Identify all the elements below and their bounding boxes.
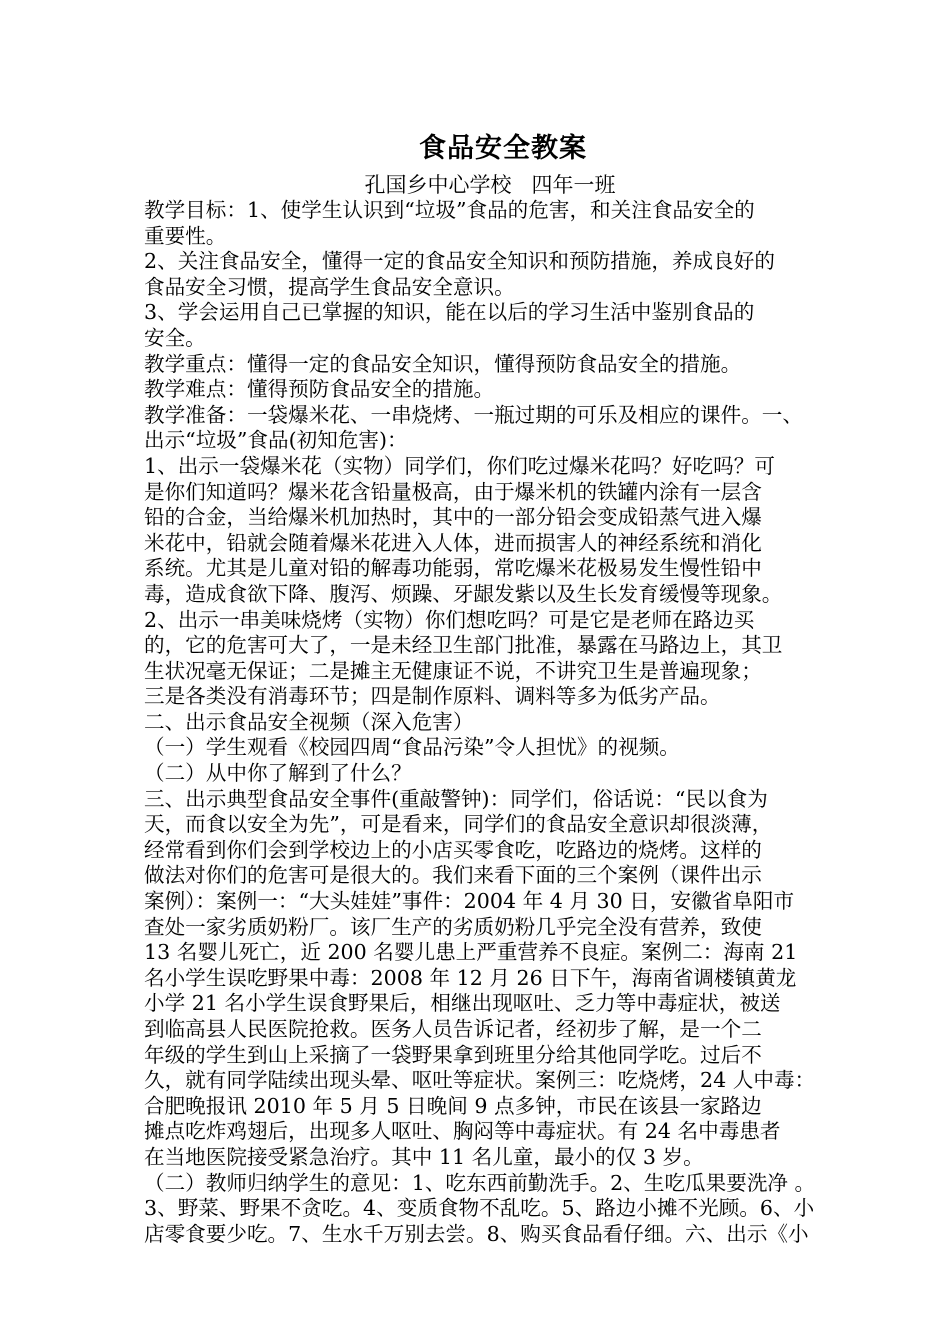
document-subtitle: 孔国乡中心学校 四年一班 — [364, 173, 616, 197]
body-line: 年级的学生到山上采摘了一袋野果拿到班里分给其他同学吃。过后不 — [144, 1042, 762, 1067]
body-line: 在当地医院接受紧急治疗。其中 11 名儿童，最小的仅 3 岁。 — [144, 1144, 704, 1169]
body-line: （二）从中你了解到了什么？ — [144, 761, 412, 786]
body-line: 是你们知道吗？爆米花含铅量极高，由于爆米机的铁罐内涂有一层含 — [144, 479, 762, 504]
body-line: 铅的合金，当给爆米机加热时，其中的一部分铅会变成铅蒸气进入爆 — [144, 505, 762, 530]
body-line: 合肥晚报讯 2010 年 5 月 5 日晚间 9 点多钟，市民在该县一家路边 — [144, 1093, 762, 1118]
body-line: 食品安全习惯，提高学生食品安全意识。 — [144, 274, 515, 299]
body-line: 系统。尤其是儿童对铅的解毒功能弱，常吃爆米花极易发生慢性铅中 — [144, 556, 762, 581]
body-line: （二）教师归纳学生的意见：1、吃东西前勤洗手。2、生吃瓜果要洗净 。 — [144, 1170, 816, 1195]
body-line: （一）学生观看《校园四周“食品污染”令人担忧》的视频。 — [144, 735, 680, 760]
body-line: 三是各类没有消毒环节；四是制作原料、调料等多为低劣产品。 — [144, 684, 721, 709]
body-line: 经常看到你们会到学校边上的小店买零食吃，吃路边的烧烤。这样的 — [144, 837, 762, 862]
body-line: 小学 21 名小学生误食野果后，相继出现呕吐、乏力等中毒症状，被送 — [144, 991, 781, 1016]
body-line: 教学重点：懂得一定的食品安全知识，懂得预防食品安全的措施。 — [144, 351, 742, 376]
body-line: 3、野菜、野果不贪吃。4、变质食物不乱吃。5、路边小摊不光顾。6、小 — [144, 1196, 815, 1221]
document-title: 食品安全教案 — [419, 133, 587, 164]
body-line: 教学准备：一袋爆米花、一串烧烤、一瓶过期的可乐及相应的课件。一、 — [144, 402, 803, 427]
body-line: 店零食要少吃。7、生水千万别去尝。8、购买食品看仔细。六、出示《小 — [144, 1221, 809, 1246]
body-line: 案例）：案例一：“大头娃娃”事件：2004 年 4 月 30 日，安徽省阜阳市 — [144, 889, 795, 914]
body-line: 米花中，铅就会随着爆米花进入人体，进而损害人的神经系统和消化 — [144, 530, 762, 555]
body-line: 三、出示典型食品安全事件(重敲警钟)：同学们，俗话说：“民以食为 — [144, 786, 768, 811]
body-line: 久，就有同学陆续出现头晕、呕吐等症状。案例三：吃烧烤，24 人中毒： — [144, 1068, 816, 1093]
body-line: 到临高县人民医院抢救。医务人员告诉记者，经初步了解，是一个二 — [144, 1017, 762, 1041]
body-line: 做法对你们的危害可是很大的。我们来看下面的三个案例（课件出示 — [144, 863, 762, 888]
body-line: 2、出示一串美味烧烤（实物）你们想吃吗？可是它是老师在路边买 — [144, 607, 755, 632]
body-line: 名小学生误吃野果中毒：2008 年 12 月 26 日下午，海南省调楼镇黄龙 — [144, 965, 797, 990]
body-line: 2、关注食品安全，懂得一定的食品安全知识和预防措施，养成良好的 — [144, 249, 775, 274]
body-line: 1、出示一袋爆米花（实物）同学们，你们吃过爆米花吗？好吃吗？可 — [144, 453, 775, 478]
body-line: 13 名婴儿死亡，近 200 名婴儿患上严重营养不良症。案例二：海南 21 — [144, 940, 798, 965]
body-line: 3、学会运用自己已掌握的知识，能在以后的学习生活中鉴别食品的 — [144, 300, 755, 325]
body-line: 的，它的危害可大了，一是未经卫生部门批准，暴露在马路边上，其卫 — [144, 633, 783, 658]
body-line: 安全。 — [144, 325, 206, 350]
body-line: 教学目标：1、使学生认识到“垃圾”食品的危害，和关注食品安全的 — [144, 198, 755, 222]
body-line: 摊点吃炸鸡翅后，出现多人呕吐、胸闷等中毒症状。有 24 名中毒患者 — [144, 1119, 781, 1144]
body-line: 查处一家劣质奶粉厂。该厂生产的劣质奶粉几乎完全没有营养，致使 — [144, 914, 762, 939]
body-line: 天，而食以安全为先”，可是看来，同学们的食品安全意识却很淡薄， — [144, 812, 773, 837]
body-line: 二、出示食品安全视频（深入危害） — [144, 709, 474, 734]
body-line: 生状况毫无保证；二是摊主无健康证不说，不讲究卫生是普遍现象； — [144, 658, 762, 683]
body-line: 毒，造成食欲下降、腹泻、烦躁、牙龈发紫以及生长发育缓慢等现象。 — [144, 581, 783, 606]
document-body — [144, 198, 816, 1247]
body-line: 出示“垃圾”食品(初知危害)： — [144, 428, 408, 453]
body-line: 教学难点：懂得预防食品安全的措施。 — [144, 377, 495, 402]
document-page — [144, 126, 816, 1247]
body-line: 重要性。 — [144, 223, 227, 248]
